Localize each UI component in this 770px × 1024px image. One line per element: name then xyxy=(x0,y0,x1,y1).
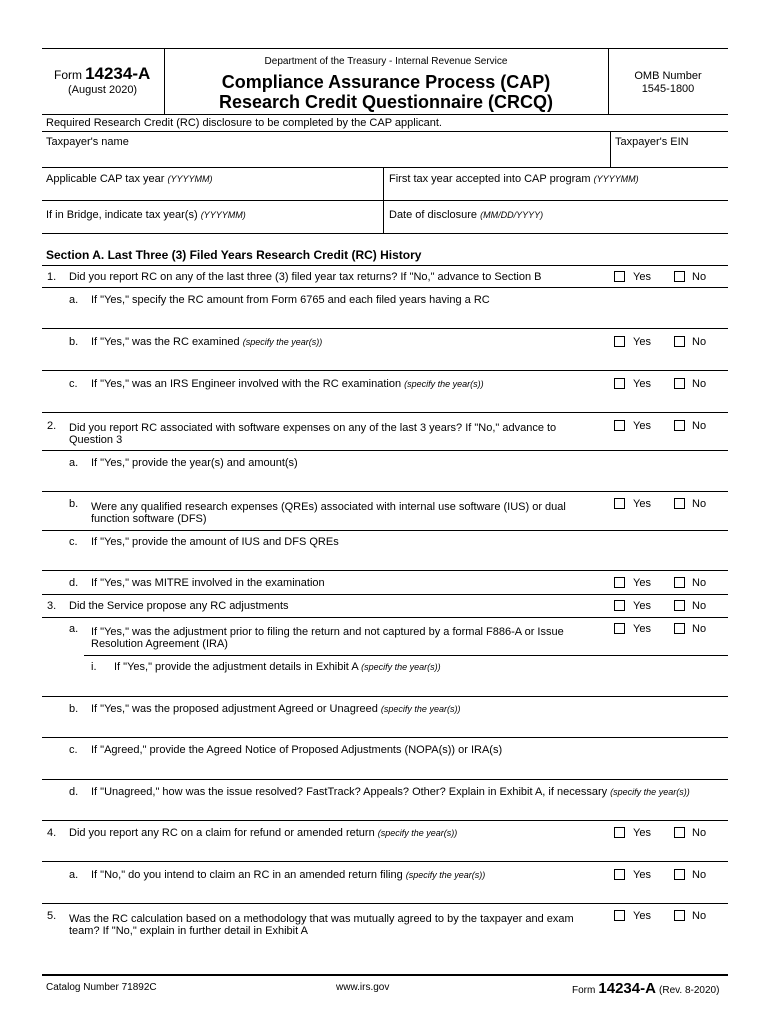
q1b-text xyxy=(91,336,322,348)
bridge-year-format: (YYYYMM) xyxy=(200,210,246,220)
row-rule-3 xyxy=(42,233,728,234)
q1c-note: (specify the year(s)) xyxy=(404,379,484,389)
q5-yes-checkbox[interactable] xyxy=(614,910,625,921)
q3-rule xyxy=(42,617,728,618)
form-date: (August 2020) xyxy=(68,84,138,96)
q3a-no-checkbox[interactable] xyxy=(674,623,685,634)
q3ai-text xyxy=(114,661,441,673)
q2d-no-label: No xyxy=(692,577,707,589)
q2b-line2: function software (DFS) xyxy=(91,513,207,525)
q3d-note: (specify the year(s)) xyxy=(610,787,690,797)
first-tax-year-label: First tax year accepted into CAP program xyxy=(389,173,591,185)
q3c-rule xyxy=(42,779,728,780)
form-title-line2: Research Credit Questionnaire (CRCQ) xyxy=(218,92,554,112)
q3d-text xyxy=(91,786,690,798)
form-number: 14234-A xyxy=(85,64,151,83)
intro-text: Required Research Credit (RC) disclosure to be completed by the CAP applicant. xyxy=(46,117,442,129)
q3d-number: d. xyxy=(69,786,79,798)
q1-no-checkbox[interactable] xyxy=(674,271,685,282)
q2b-number: b. xyxy=(69,498,79,510)
disclosure-date-label: Date of disclosure xyxy=(389,209,478,221)
section-a-title: Section A. Last Three (3) Filed Years Research Credit (RC) History xyxy=(46,248,422,262)
q3ai-rule xyxy=(42,696,728,697)
q5-no-label: No xyxy=(692,910,707,922)
website: www.irs.gov xyxy=(336,982,390,993)
q4a-text xyxy=(91,869,485,881)
q4-rule xyxy=(42,861,728,862)
q2-line1: Did you report RC associated with software expenses on any of the last 3 years? If "No," advance to xyxy=(69,422,557,434)
q2b-no-checkbox[interactable] xyxy=(674,498,685,509)
q2b-line1: Were any qualified research expenses (QREs) associated with internal use software (IUS) or dual xyxy=(91,501,566,513)
q2-text xyxy=(69,422,556,446)
omb-label: OMB Number xyxy=(634,70,702,82)
q4a-number: a. xyxy=(69,869,79,881)
q4a-yes-checkbox[interactable] xyxy=(614,869,625,880)
catalog-number: Catalog Number 71892C xyxy=(46,982,157,993)
q4a-rule xyxy=(42,903,728,904)
omb-number: 1545-1800 xyxy=(641,83,695,95)
row-rule-2 xyxy=(42,200,728,201)
form-prefix: Form xyxy=(54,68,82,82)
q3c-text: If "Agreed," provide the Agreed Notice of Proposed Adjustments (NOPA(s)) or IRA(s) xyxy=(91,744,503,756)
q2d-yes-checkbox[interactable] xyxy=(614,577,625,588)
q1c-yes-label: Yes xyxy=(633,378,651,390)
footer-revision: (Rev. 8-2020) xyxy=(659,985,720,996)
q2b-yes-checkbox[interactable] xyxy=(614,498,625,509)
q3b-note: (specify the year(s)) xyxy=(380,704,461,714)
cap-tax-year-label: Applicable CAP tax year xyxy=(46,173,165,185)
q5-number: 5. xyxy=(47,910,57,922)
q1b-yes-checkbox[interactable] xyxy=(614,336,625,347)
q5-yes-label: Yes xyxy=(633,910,651,922)
q2a-text: If "Yes," provide the year(s) and amount(s) xyxy=(91,457,298,469)
q3a-rule xyxy=(84,655,728,656)
q1a-text: If "Yes," specify the RC amount from Form 6765 and each filed years having a RC xyxy=(91,294,490,306)
q1c-no-label: No xyxy=(692,378,707,390)
top-rule xyxy=(42,48,728,49)
q2-rule xyxy=(42,450,728,451)
q4-text xyxy=(69,827,457,839)
q4-label: Did you report any RC on a claim for refund or amended return xyxy=(69,827,375,839)
q3a-yes-label: Yes xyxy=(633,623,651,635)
taxpayer-name-label: Taxpayer's name xyxy=(46,136,129,148)
q2a-number: a. xyxy=(69,457,79,469)
q1b-rule xyxy=(42,370,728,371)
q1b-yes-label: Yes xyxy=(633,336,651,348)
q4a-no-label: No xyxy=(692,869,707,881)
q1b-label: If "Yes," was the RC examined xyxy=(91,336,240,348)
q3b-label: If "Yes," was the proposed adjustment Agreed or Unagreed xyxy=(91,703,378,715)
q3b-rule xyxy=(42,737,728,738)
q3-no-label: No xyxy=(692,600,707,612)
footer-form-prefix: Form xyxy=(572,985,596,996)
q3a-line1: If "Yes," was the adjustment prior to filing the return and not captured by a formal F886-A or Issue xyxy=(91,626,564,638)
taxpayer-ein-field[interactable] xyxy=(615,136,725,166)
q4-note: (specify the year(s)) xyxy=(377,828,458,838)
bridge-year-label: If in Bridge, indicate tax year(s) xyxy=(46,209,198,221)
q2d-yes-label: Yes xyxy=(633,577,651,589)
footer-rule xyxy=(42,974,728,976)
q5-line2: team? If "No," explain in further detail in Exhibit A xyxy=(69,925,308,937)
q1c-no-checkbox[interactable] xyxy=(674,378,685,389)
q3-yes-label: Yes xyxy=(633,600,651,612)
q2b-text xyxy=(91,501,566,525)
q1c-label: If "Yes," was an IRS Engineer involved with the RC examination xyxy=(91,378,402,390)
q1c-number: c. xyxy=(69,378,78,390)
q1b-note: (specify the year(s)) xyxy=(242,337,323,347)
q3c-number: c. xyxy=(69,744,78,756)
q5-text xyxy=(69,913,574,937)
q2d-number: d. xyxy=(69,577,79,589)
q3-text: Did the Service propose any RC adjustments xyxy=(69,600,289,612)
first-tax-year-format: (YYYYMM) xyxy=(593,174,639,184)
q3b-number: b. xyxy=(69,703,79,715)
taxpayer-ein-label: Taxpayer's EIN xyxy=(615,136,689,148)
header-bottom-rule xyxy=(42,114,728,115)
q1c-text xyxy=(91,378,484,390)
q3d-rule xyxy=(42,820,728,821)
q2b-no-label: No xyxy=(692,498,707,510)
disclosure-date-format: (MM/DD/YYYY) xyxy=(480,210,544,220)
taxpayer-name-field[interactable] xyxy=(46,136,606,166)
q1b-number: b. xyxy=(69,336,79,348)
q2-line2: Question 3 xyxy=(69,434,123,446)
q1-text: Did you report RC on any of the last three (3) filed year tax returns? If "No," advance to Section B xyxy=(69,271,542,283)
q1-yes-checkbox[interactable] xyxy=(614,271,625,282)
q3a-line2: Resolution Agreement (IRA) xyxy=(91,638,228,650)
row-rule-1 xyxy=(42,167,728,168)
q2c-number: c. xyxy=(69,536,78,548)
q1a-rule xyxy=(42,328,728,329)
q2d-rule xyxy=(42,594,728,595)
q2-no-checkbox[interactable] xyxy=(674,420,685,431)
q2-yes-label: Yes xyxy=(633,420,651,432)
cap-tax-year-format: (YYYYMM) xyxy=(167,174,213,184)
q4a-label: If "No," do you intend to claim an RC in an amended return filing xyxy=(91,869,403,881)
q5-no-checkbox[interactable] xyxy=(674,910,685,921)
cap-tax-year-field[interactable] xyxy=(46,173,380,201)
q1-rule xyxy=(42,287,728,288)
q1a-number: a. xyxy=(69,294,79,306)
q4-no-checkbox[interactable] xyxy=(674,827,685,838)
q3a-yes-checkbox[interactable] xyxy=(614,623,625,634)
q1c-yes-checkbox[interactable] xyxy=(614,378,625,389)
q2a-rule xyxy=(42,491,728,492)
q2c-text: If "Yes," provide the amount of IUS and DFS QREs xyxy=(91,536,339,548)
intro-rule xyxy=(42,131,728,132)
q2c-rule xyxy=(42,570,728,571)
q4-no-label: No xyxy=(692,827,707,839)
q3ai-label: If "Yes," provide the adjustment details in Exhibit A xyxy=(114,661,359,673)
q3d-label: If "Unagreed," how was the issue resolved? FastTrack? Appeals? Other? Explain in Exhibit A, if necessary xyxy=(91,786,608,798)
q4-yes-label: Yes xyxy=(633,827,651,839)
q4a-no-checkbox[interactable] xyxy=(674,869,685,880)
form-id xyxy=(54,64,150,84)
q2b-rule xyxy=(42,530,728,531)
q2d-text: If "Yes," was MITRE involved in the examination xyxy=(91,577,325,589)
q4a-note: (specify the year(s)) xyxy=(405,870,486,880)
q1-yes-label: Yes xyxy=(633,271,651,283)
q3ai-note: (specify the year(s)) xyxy=(361,662,441,672)
q4-yes-checkbox[interactable] xyxy=(614,827,625,838)
q4a-yes-label: Yes xyxy=(633,869,651,881)
bridge-year-field[interactable] xyxy=(46,209,380,231)
ein-divider xyxy=(610,131,611,167)
q2-no-label: No xyxy=(692,420,707,432)
q2-number: 2. xyxy=(47,420,57,432)
q3a-number: a. xyxy=(69,623,79,635)
q3-number: 3. xyxy=(47,600,57,612)
q2d-no-checkbox[interactable] xyxy=(674,577,685,588)
q3-yes-checkbox[interactable] xyxy=(614,600,625,611)
q2-yes-checkbox[interactable] xyxy=(614,420,625,431)
q3a-text xyxy=(91,626,564,650)
footer-form-id xyxy=(572,980,719,997)
q3-no-checkbox[interactable] xyxy=(674,600,685,611)
disclosure-date-field[interactable] xyxy=(389,209,725,231)
q2b-yes-label: Yes xyxy=(633,498,651,510)
form-title-line1: Compliance Assurance Process (CAP) xyxy=(221,72,551,92)
q1c-rule xyxy=(42,412,728,413)
q3a-no-label: No xyxy=(692,623,707,635)
section-a-rule xyxy=(42,265,728,266)
q3ai-number: i. xyxy=(91,661,97,673)
q1-number: 1. xyxy=(47,271,57,283)
department: Department of the Treasury - Internal Revenue Service xyxy=(264,56,508,67)
q1b-no-label: No xyxy=(692,336,707,348)
q1b-no-checkbox[interactable] xyxy=(674,336,685,347)
q3b-text xyxy=(91,703,460,715)
q4-number: 4. xyxy=(47,827,57,839)
footer-form-number: 14234-A xyxy=(598,980,656,997)
first-tax-year-field[interactable] xyxy=(389,173,725,201)
q1-no-label: No xyxy=(692,271,707,283)
q5-line1: Was the RC calculation based on a methodology that was mutually agreed to by the taxpayer and exam xyxy=(69,913,574,925)
